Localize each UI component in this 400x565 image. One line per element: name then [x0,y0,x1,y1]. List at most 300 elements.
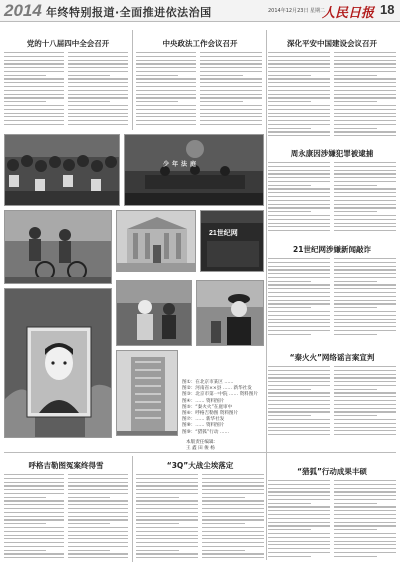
text-line [268,277,330,278]
text-line [268,552,330,553]
text-line [268,419,330,420]
text-line [4,538,64,539]
text-line [268,334,311,335]
text-line [268,52,330,53]
text-line [334,307,377,308]
text-line [334,101,377,102]
text-line [200,75,243,76]
text-line [4,485,64,486]
text-line [68,497,110,498]
text-line [268,94,330,95]
text-line [268,529,311,530]
photo-portrait-in-hands [4,288,112,438]
text-line [334,518,396,519]
text-line [334,90,396,91]
text-line [334,124,396,125]
article-text-safe-china [268,52,330,140]
photo-captions [182,380,266,436]
text-line [136,97,196,98]
text-line [334,204,396,205]
text-line [4,67,64,68]
text-line [4,116,64,117]
text-line [268,315,330,316]
article-text-political-legal [136,52,196,130]
photo-office-tower [116,350,178,436]
text-line [334,499,396,500]
text-line [268,525,330,526]
text-line [136,124,196,125]
text-line [268,75,311,76]
text-line [334,377,396,378]
text-line [334,525,396,526]
text-line [334,281,377,282]
caption-line: 图⑧：…… 资料图片 [182,423,225,429]
text-line [268,430,330,431]
text-line [334,226,396,227]
text-line [68,52,128,53]
text-line [202,478,264,479]
text-line [136,531,198,532]
text-line [268,78,330,79]
text-line [4,500,64,501]
text-line [334,166,396,167]
article-text-zhou-b [334,162,396,236]
text-line [268,319,330,320]
text-line [334,131,396,132]
text-line [334,94,396,95]
photo-police-patrol [4,210,112,284]
text-line [268,120,330,121]
text-line [334,315,396,316]
text-line [4,493,64,494]
text-line [334,522,396,523]
article-text-fourth-plenum-b [68,52,128,130]
text-line [268,284,330,285]
text-line [68,474,128,475]
text-line [268,226,330,227]
text-line [334,135,396,136]
text-line [200,56,262,57]
text-line [202,546,264,547]
text-line [268,427,330,428]
text-line [4,52,64,53]
text-line [334,322,396,323]
text-line [334,311,396,312]
text-line [4,550,46,551]
text-line [136,478,198,479]
text-line [268,170,330,171]
text-line [4,474,64,475]
text-line [200,120,262,121]
text-line [268,377,330,378]
text-line [4,113,64,114]
text-line [334,196,396,197]
text-line [68,75,110,76]
text-line [136,90,196,91]
text-line [268,219,330,220]
text-line [268,230,330,231]
text-line [4,535,64,536]
text-line [334,510,396,511]
text-line [136,542,198,543]
text-line [268,71,330,72]
caption-line: 图⑤：“秦火火”在庭审中 [182,404,233,410]
text-line [268,211,311,212]
text-line [268,162,330,163]
text-line [334,185,377,186]
text-line [136,504,198,505]
headline-fox-hunt: “猎狐”行动成果丰硕 [297,467,367,476]
headline-3q-war: “3Q”大战尘埃落定 [166,461,234,470]
text-line [334,105,396,106]
text-line [334,219,396,220]
newspaper-logo: 人民日报 [322,6,375,21]
text-line [334,503,377,504]
text-line [268,86,330,87]
article-text-fourth-plenum [4,52,64,130]
text-line [268,288,330,289]
text-line [334,419,396,420]
text-line [202,508,264,509]
text-line [268,518,330,519]
caption-line: 图⑥：呼格吉勒图 资料图片 [182,411,239,417]
text-line [68,538,128,539]
text-line [4,86,64,87]
text-line [334,63,396,64]
text-line [334,374,396,375]
text-line [268,82,330,83]
text-line [4,531,64,532]
text-line [268,434,330,435]
article-text-zhou-a [268,162,330,236]
text-line [4,109,64,110]
text-line [200,113,262,114]
text-line [200,82,262,83]
text-line [136,86,196,87]
text-line [200,78,262,79]
text-line [268,544,330,545]
text-line [334,288,396,289]
text-line [334,52,396,53]
text-line [268,90,330,91]
text-line [136,527,198,528]
text-line [268,188,330,189]
text-line [334,541,396,542]
text-line [334,177,396,178]
text-line [200,52,262,53]
text-line [334,330,396,331]
text-line [334,269,396,270]
text-line [334,262,396,263]
text-line [202,527,264,528]
text-line [268,541,330,542]
text-line [268,488,330,489]
headline-21cn-extortion: 21世纪网涉嫌新闻敲诈 [293,245,371,254]
text-line [268,292,330,293]
site-logo-text: 21世纪网 [209,230,238,237]
text-line [268,415,311,416]
text-line [68,56,128,57]
text-line [334,552,396,553]
text-line [268,404,330,405]
text-line [4,120,64,121]
text-line [334,181,396,182]
text-line [334,223,396,224]
article-text-safe-china-b [334,52,396,140]
text-line [200,86,262,87]
text-line [334,484,396,485]
text-line [334,366,396,367]
text-line [68,90,128,91]
text-line [268,124,330,125]
text-line [334,60,396,61]
text-line [136,71,196,72]
text-line [268,196,330,197]
text-line [4,97,64,98]
text-line [202,550,245,551]
text-line [136,78,196,79]
text-line [334,67,396,68]
text-line [268,109,330,110]
text-line [334,277,396,278]
text-line [202,500,264,501]
text-line [268,223,330,224]
text-line [200,94,262,95]
text-line [268,514,330,515]
text-line [268,389,311,390]
page-number: 18 [380,2,395,17]
text-line [334,284,396,285]
text-line [268,366,330,367]
text-line [68,504,128,505]
text-line [334,326,396,327]
text-line [334,266,396,267]
text-line [136,523,179,524]
article-text-3q-b [202,474,264,562]
text-line [268,322,330,323]
text-line [68,120,128,121]
text-line [68,78,128,79]
text-line [4,101,46,102]
photo-21cn-logo [200,210,264,272]
text-line [268,173,330,174]
text-line [200,63,262,64]
text-line [4,82,64,83]
text-line [4,489,64,490]
text-line [268,503,311,504]
text-line [334,389,377,390]
text-line [268,177,330,178]
text-line [202,482,264,483]
text-line [200,105,262,106]
headline-safe-china-conference: 深化平安中国建设会议召开 [287,39,377,48]
text-line [268,510,330,511]
column-rule [266,30,267,560]
text-line [334,495,396,496]
article-text-qin-b [334,366,396,440]
text-line [334,170,396,171]
text-line [202,485,264,486]
text-line [334,392,396,393]
article-text-fox-hunt-b [334,480,396,562]
text-line [4,478,64,479]
headline-political-legal-conference: 中央政法工作会议召开 [162,39,238,48]
text-line [268,105,330,106]
text-line [334,381,396,382]
text-line [68,516,128,517]
text-line [68,67,128,68]
text-line [68,60,128,61]
editor-credits [186,440,264,452]
text-line [268,269,330,270]
text-line [4,497,46,498]
text-line [268,303,330,304]
text-line [334,334,377,335]
headline-zhou-yongkang: 周永康因涉嫌犯罪被逮捕 [290,149,374,158]
text-line [136,535,198,536]
text-line [68,512,128,513]
text-line [136,52,196,53]
photo-juvenile-court [124,134,264,206]
text-line [4,75,46,76]
text-line [334,548,396,549]
text-line [68,109,128,110]
text-line [334,75,377,76]
text-line [68,523,110,524]
text-line [268,215,330,216]
text-line [268,113,330,114]
court-sign-text: 少年法庭 [163,161,200,168]
text-line [334,188,396,189]
text-line [268,311,330,312]
text-line [268,385,330,386]
text-line [136,500,198,501]
text-line [136,482,198,483]
text-line [200,97,262,98]
article-text-political-legal-b [200,52,262,130]
section-divider [4,452,396,453]
text-line [268,370,330,371]
text-line [334,211,377,212]
text-line [4,516,64,517]
text-line [334,207,396,208]
text-line [268,192,330,193]
text-line [334,491,396,492]
text-line [268,273,330,274]
page-banner [0,0,400,22]
text-line [268,411,330,412]
text-line [202,535,264,536]
text-line [268,300,330,301]
text-line [136,538,198,539]
text-line [68,553,128,554]
text-line [268,116,330,117]
text-line [136,120,196,121]
text-line [68,493,128,494]
text-line [4,542,64,543]
text-line [334,215,396,216]
caption-line: 图⑦：…… 新华社发 [182,417,225,423]
caption-line: 图③：北京市第一中院 …… 资料图片 [182,392,258,398]
text-line [136,60,196,61]
text-line [68,535,128,536]
text-line [268,131,330,132]
text-line [334,128,377,129]
text-line [200,60,262,61]
text-line [268,135,330,136]
column-rule [132,456,133,562]
text-line [68,71,128,72]
text-line [334,258,396,259]
text-line [334,370,396,371]
text-line [268,556,311,557]
text-line [334,430,396,431]
text-line [268,381,330,382]
text-line [68,508,128,509]
text-line [334,109,396,110]
text-line [334,537,396,538]
text-line [268,204,330,205]
text-line [4,63,64,64]
text-line [136,546,198,547]
text-line [334,303,396,304]
text-line [334,86,396,87]
text-line [4,71,64,72]
caption-line: 图②：河南省××县 …… 新华社发 [182,386,252,392]
text-line [334,200,396,201]
text-line [202,474,264,475]
text-line [334,514,396,515]
article-text-21cn-a [268,258,330,340]
text-line [200,116,262,117]
text-line [202,553,264,554]
text-line [334,506,396,507]
text-line [68,105,128,106]
text-line [334,423,396,424]
text-line [68,86,128,87]
text-line [4,546,64,547]
text-line [68,531,128,532]
text-line [136,82,196,83]
text-line [4,78,64,79]
text-line [4,508,64,509]
text-line [136,474,198,475]
text-line [202,523,245,524]
text-line [136,56,196,57]
text-line [334,488,396,489]
text-line [4,90,64,91]
column-rule [132,30,133,130]
text-line [268,480,330,481]
text-line [136,113,196,114]
text-line [200,109,262,110]
text-line [268,522,330,523]
text-line [136,497,179,498]
text-line [268,408,330,409]
text-line [334,480,396,481]
caption-line: 图④：…… 资料图片 [182,398,225,404]
text-line [200,67,262,68]
text-line [136,67,196,68]
text-line [334,273,396,274]
text-line [202,489,264,490]
text-line [334,319,396,320]
banner-date: 2014年12月23日 星期二 [268,8,326,14]
text-line [68,482,128,483]
text-line [4,527,64,528]
text-line [334,544,396,545]
text-line [268,484,330,485]
